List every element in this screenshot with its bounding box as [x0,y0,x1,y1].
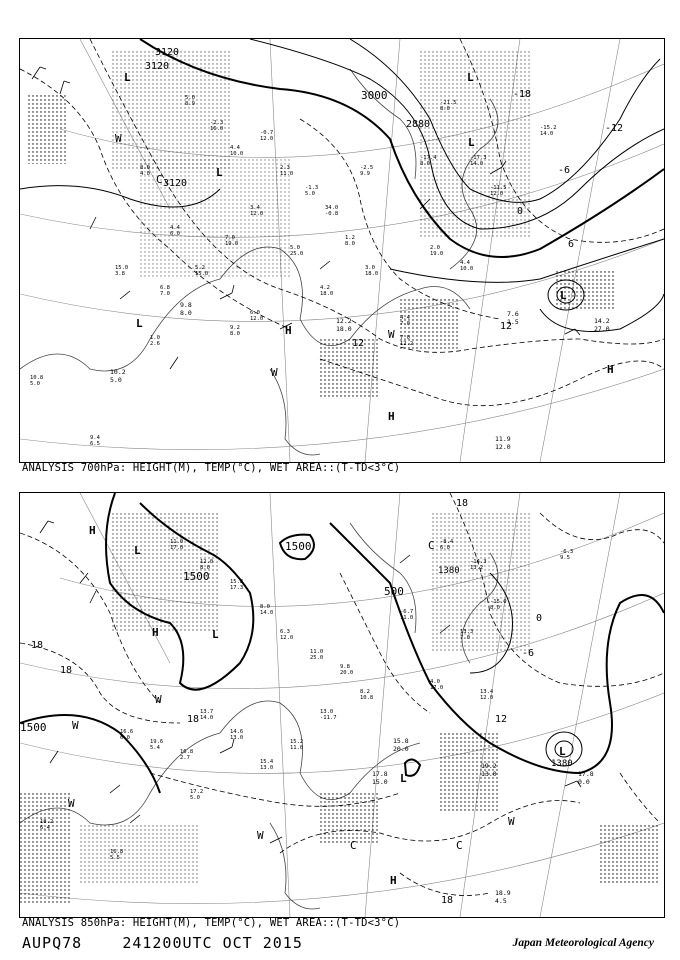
svg-text:18.0: 18.0 [365,271,379,277]
svg-text:16.8: 16.8 [110,849,124,855]
svg-text:3.8: 3.8 [115,271,125,277]
svg-text:12.0: 12.0 [250,211,264,217]
svg-text:5.0: 5.0 [290,245,300,251]
center-marker: W [115,132,122,145]
svg-text:-11.5: -11.5 [490,185,507,191]
svg-text:-11.7: -11.7 [320,715,337,721]
center-marker: W [155,693,162,706]
svg-text:9.4: 9.4 [90,435,100,441]
svg-text:5.2: 5.2 [195,265,205,271]
svg-text:4.4: 4.4 [230,145,240,151]
svg-text:5.4: 5.4 [150,745,160,751]
wet-areas [20,513,660,903]
contour-label: 3120 [155,47,180,58]
center-marker: H [607,363,614,376]
svg-text:15.4: 15.4 [260,759,274,765]
center-marker: C [456,839,463,852]
center-marker: L [212,628,219,641]
svg-text:4.4: 4.4 [460,260,470,266]
svg-text:19.0: 19.0 [225,241,239,247]
svg-text:15.8: 15.8 [230,579,244,585]
svg-text:19.6: 19.6 [150,739,164,745]
svg-text:10.8: 10.8 [30,375,44,381]
svg-text:11.0: 11.0 [400,615,414,621]
svg-text:-1.3: -1.3 [305,185,319,191]
svg-text:4.0: 4.0 [140,171,150,177]
contour-label: 3120 [145,61,170,72]
svg-text:10.0: 10.0 [230,151,244,157]
station-value: 5.0 [110,376,122,384]
contour-label: 1380 [438,566,460,576]
svg-text:13.4: 13.4 [480,689,494,695]
svg-text:14.6: 14.6 [230,729,244,735]
svg-text:6.8: 6.8 [160,285,170,291]
svg-text:-6.7: -6.7 [400,609,414,615]
svg-text:13.2: 13.2 [470,565,484,571]
contour-label: 18 [187,714,200,725]
svg-text:-15.2: -15.2 [540,125,557,131]
svg-text:5.0: 5.0 [305,191,315,197]
center-marker: H [388,410,395,423]
center-marker: W [388,328,395,341]
svg-text:-14.3: -14.3 [470,559,487,565]
center-marker: H [390,874,397,887]
svg-text:-15.0: -15.0 [490,599,507,605]
svg-text:12.0: 12.0 [250,316,264,322]
svg-text:2.6: 2.6 [150,341,160,347]
contour-label: 1380 [551,759,573,769]
center-marker: W [508,815,515,828]
chart-id-line [22,934,303,952]
map-850hpa-svg [20,493,664,917]
svg-text:16.0: 16.0 [210,126,224,132]
svg-text:17.3: 17.3 [230,585,244,591]
svg-text:13.0: 13.0 [260,765,274,771]
center-marker: C [350,839,357,852]
svg-text:1.0: 1.0 [150,335,160,341]
svg-text:6.0: 6.0 [440,545,450,551]
station-value: 1.5 [507,318,519,326]
svg-text:8.0: 8.0 [230,331,240,337]
station-value: 9.8 [180,301,192,309]
contour-label: 500 [384,585,404,598]
chart-code: AUPQ78 [22,934,83,952]
svg-text:19.0: 19.0 [430,251,444,257]
svg-text:15.0: 15.0 [115,265,129,271]
map-700hpa-svg [20,39,664,462]
svg-text:8.2: 8.2 [360,689,370,695]
station-value: 4.5 [495,897,507,905]
wet-areas [28,49,615,399]
svg-text:9.8: 9.8 [340,664,350,670]
svg-text:11.0: 11.0 [310,649,324,655]
svg-text:12.0: 12.0 [480,695,494,701]
svg-text:2.7: 2.7 [180,755,190,761]
svg-text:8.9: 8.9 [185,101,195,107]
station-value: 15.8 [393,737,409,745]
svg-text:6.0: 6.0 [120,735,130,741]
station-value: 15.0 [372,778,388,786]
svg-text:5.5: 5.5 [110,855,120,861]
svg-text:14.0: 14.0 [470,161,484,167]
center-marker: L [134,544,141,557]
svg-text:18.0: 18.0 [320,291,334,297]
svg-text:8.0: 8.0 [345,241,355,247]
contour-label: 1500 [20,721,47,734]
center-marker: L [216,166,223,179]
contour-label: 3000 [361,89,388,102]
contour-label: 12 [352,338,365,349]
svg-text:5.0: 5.0 [190,795,200,801]
center-marker: L [136,317,143,330]
contour-label: 0 [517,206,524,217]
contour-label: -6 [558,165,571,176]
svg-text:13.0: 13.0 [230,735,244,741]
center-marker: L [467,71,474,84]
contour-label: 12 [495,714,508,725]
station-value: 12.0 [495,443,511,451]
svg-text:12.0: 12.0 [280,635,294,641]
caption-850hpa: ANALYSIS 850hPa: HEIGHT(M), TEMP(°C), WET AREA::(T-TD<3°C) [22,917,401,929]
svg-text:-6.3: -6.3 [560,549,574,555]
caption-700hpa: ANALYSIS 700hPa: HEIGHT(M), TEMP(°C), WET AREA::(T-TD<3°C) [22,462,401,474]
contour-label: 18 [441,895,454,906]
svg-text:13.3: 13.3 [460,629,474,635]
map-panel-700hpa [19,38,665,463]
contour-label: 6 [568,239,575,250]
center-marker: L [560,289,567,302]
svg-text:2.3: 2.3 [280,165,290,171]
svg-text:2.0: 2.0 [430,245,440,251]
svg-text:14.0: 14.0 [540,131,554,137]
contour-label: 1500 [183,570,210,583]
svg-text:8.0: 8.0 [440,106,450,112]
svg-text:16.6: 16.6 [120,729,134,735]
svg-text:4.0: 4.0 [430,679,440,685]
svg-text:10.8: 10.8 [360,695,374,701]
svg-text:4.4: 4.4 [400,315,410,321]
contour-label: -18 [513,89,532,100]
svg-text:10.0: 10.0 [460,266,474,272]
center-marker: H [285,324,292,337]
station-value: 18.9 [495,889,511,897]
center-marker: H [152,626,159,639]
svg-text:13.0: 13.0 [320,709,334,715]
station-value: 7.6 [507,310,519,318]
svg-text:3.4: 3.4 [250,205,260,211]
agency-name: Japan Meteorological Agency [512,937,654,949]
station-value: 8.0 [180,309,192,317]
contour-label: -6 [522,648,535,659]
svg-text:25.0: 25.0 [290,251,304,257]
svg-text:-21.5: -21.5 [440,100,457,106]
contour-label: -12 [605,123,624,134]
valid-time: 241200UTC OCT 2015 [122,934,303,952]
svg-text:12.0: 12.0 [490,191,504,197]
svg-text:11.0: 11.0 [290,745,304,751]
svg-text:-8.4: -8.4 [440,539,454,545]
svg-text:25.0: 25.0 [310,655,324,661]
svg-text:-2.5: -2.5 [360,165,374,171]
station-value: 17.8 [372,770,388,778]
svg-text:17.0: 17.0 [170,545,184,551]
svg-text:16.8: 16.8 [180,749,194,755]
svg-text:-17.4: -17.4 [420,155,437,161]
contour-label: 12 [500,321,513,332]
station-value: 18.0 [336,325,352,333]
center-marker: W [271,366,278,379]
svg-text:14.0: 14.0 [200,715,214,721]
station-value: 17.8 [578,770,594,778]
contour-label: 2880 [406,119,431,130]
svg-text:8.0: 8.0 [420,161,430,167]
svg-text:6.0: 6.0 [170,231,180,237]
svg-text:-17.3: -17.3 [470,155,487,161]
svg-text:8.0: 8.0 [200,565,210,571]
svg-text:5.0: 5.0 [185,95,195,101]
svg-text:17.0: 17.0 [430,685,444,691]
svg-text:12.0: 12.0 [200,559,214,565]
svg-text:15.0: 15.0 [195,271,209,277]
svg-text:12.2: 12.2 [400,341,414,347]
svg-text:7.0: 7.0 [460,635,470,641]
svg-text:5.0: 5.0 [30,381,40,387]
center-marker: L [400,772,407,785]
svg-text:14.0: 14.0 [260,610,274,616]
svg-text:15.2: 15.2 [290,739,304,745]
center-marker: L [468,136,475,149]
station-value: 27.0 [594,325,610,333]
svg-text:6.0: 6.0 [250,310,260,316]
svg-text:17.2: 17.2 [190,789,204,795]
svg-text:6.3: 6.3 [280,629,290,635]
svg-text:8.0: 8.0 [260,604,270,610]
contour-label: 18 [60,665,73,676]
svg-text:7.0: 7.0 [225,235,235,241]
station-value: 10.2 [110,368,126,376]
svg-text:9.9: 9.9 [360,171,370,177]
svg-text:-0.7: -0.7 [260,130,274,136]
center-marker: C [156,173,163,186]
svg-text:11.0: 11.0 [280,171,294,177]
contour-label: 1500 [285,540,312,553]
svg-text:6.4: 6.4 [40,825,50,831]
center-marker: W [72,719,79,732]
station-value: 13.0 [481,770,497,778]
station-value: 12.2 [336,317,352,325]
svg-text:9.5: 9.5 [560,555,570,561]
svg-text:11.0: 11.0 [170,539,184,545]
svg-text:7.0: 7.0 [400,335,410,341]
station-value: 19.2 [481,762,497,770]
map-panel-850hpa [19,492,665,918]
contour-label: 18 [31,640,44,651]
center-marker: C [428,539,435,552]
center-marker: H [89,524,96,537]
contour-label: 3120 [163,178,188,189]
svg-text:7.0: 7.0 [160,291,170,297]
svg-text:6.5: 6.5 [90,441,100,447]
svg-text:18.2: 18.2 [40,819,54,825]
station-value: 20.0 [393,745,409,753]
svg-text:20.0: 20.0 [340,670,354,676]
svg-text:1.2: 1.2 [345,235,355,241]
svg-text:12.0: 12.0 [260,136,274,142]
station-value: 14.2 [594,317,610,325]
svg-text:7.0: 7.0 [400,321,410,327]
contour-label: 0 [536,613,543,624]
svg-text:4.4: 4.4 [170,225,180,231]
svg-text:4.2: 4.2 [320,285,330,291]
svg-text:8.0: 8.0 [490,605,500,611]
svg-text:13.7: 13.7 [200,709,214,715]
svg-text:-0.8: -0.8 [325,211,339,217]
station-value: 11.9 [495,435,511,443]
station-value: 0.0 [578,778,590,786]
contour-label: 18 [456,498,469,509]
svg-text:34.0: 34.0 [325,205,339,211]
svg-text:9.2: 9.2 [230,325,240,331]
center-marker: W [68,797,75,810]
svg-text:8.0: 8.0 [140,165,150,171]
center-marker: L [124,71,131,84]
center-marker: W [257,829,264,842]
center-marker: L [559,745,566,758]
svg-text:-2.3: -2.3 [210,120,224,126]
svg-text:3.0: 3.0 [365,265,375,271]
